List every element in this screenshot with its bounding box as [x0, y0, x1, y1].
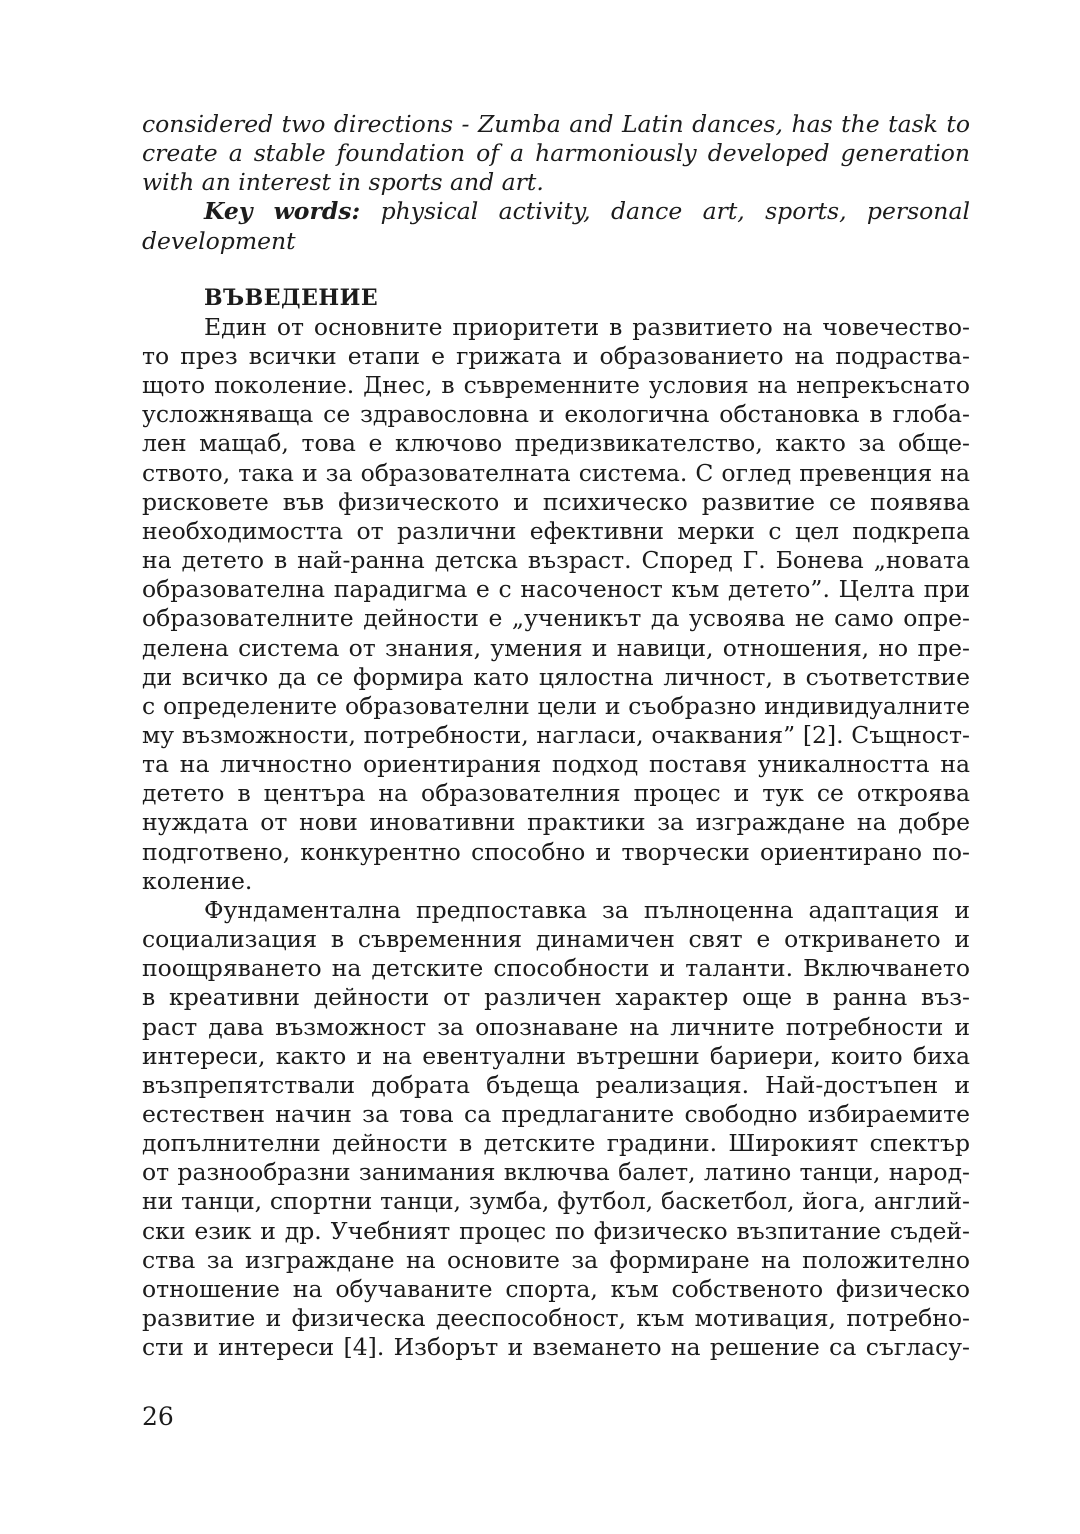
paragraph-line: от разнообразни занимания включва балет, латино танци, народ-: [142, 1158, 970, 1187]
paragraph-line: ди всичко да се формира като цялостна личност, в съответствие: [142, 662, 970, 691]
paragraph-line: коление.: [142, 866, 253, 895]
paragraph-line: интереси, както и на евентуални вътрешни бариери, които биха: [142, 1041, 970, 1070]
paragraph-line: поощряването на детските способности и таланти. Включването: [142, 954, 970, 983]
paragraph-line: Фундаментална предпоставка за пълноценна адаптация и: [204, 895, 970, 924]
paragraph-line: образователните дейности е „ученикът да усвоява не само опре-: [142, 604, 970, 633]
paragraph-line: ството, така и за образователната система. С оглед превенция на: [142, 458, 970, 487]
keywords-line-continued: development: [142, 226, 296, 255]
paragraph-line: социализация в съвременния динамичен свят е откриването и: [142, 925, 970, 954]
paragraph-line: ски език и др. Учебният процес по физическо възпитание съдей-: [142, 1216, 970, 1245]
page-body: [142, 110, 970, 1362]
paragraph-2: [142, 896, 970, 1363]
keywords-label: Key words:: [204, 197, 361, 226]
paragraph-line: естествен начин за това са предлаганите свободно избираемите: [142, 1100, 970, 1128]
paragraph-line: развитие и физическа дееспособност, към мотивация, потребно-: [142, 1304, 970, 1333]
abstract-line: considered two directions - Zumba and Latin dances, has the task to: [142, 110, 970, 138]
keywords-text: physical activity, dance art, sports, personal: [380, 197, 970, 226]
paragraph-line: делена система от знания, умения и навици, отношения, но пре-: [142, 633, 970, 662]
paragraph-line: сти и интереси [4]. Изборът и вземането на решение са съгласу-: [142, 1333, 970, 1362]
paragraph-line: лен мащаб, това е ключово предизвикателство, както за обще-: [142, 429, 970, 458]
paragraph-line: с определените образователни цели и съобразно индивидуалните: [142, 691, 970, 720]
paragraph-line: необходимостта от различни ефективни мерки с цел подкрепа: [142, 516, 970, 545]
paragraph-line: на детето в най-ранна детска възраст. Според Г. Бонева „новата: [142, 546, 970, 575]
paragraph-1: [142, 313, 970, 896]
paragraph-line: възпрепятствали добрата бъдеща реализация. Най-достъпен и: [142, 1070, 970, 1099]
section-heading: ВЪВЕДЕНИЕ: [204, 284, 379, 311]
abstract-line: create a stable foundation of a harmoniously developed generation: [142, 139, 970, 168]
paragraph-line: Един от основните приоритети в развитието на човечество-: [204, 312, 970, 341]
paragraph-line: нуждата от нови иновативни практики за изграждане на добре: [142, 808, 970, 837]
keywords-line: [142, 197, 970, 226]
paragraph-line: рисковете във физическото и психическо развитие се появява: [142, 487, 970, 516]
paragraph-line: детето в центъра на образователния процес и тук се откроява: [142, 779, 970, 808]
paragraph-line: допълнителни дейности в детските градини. Широкият спектър: [142, 1129, 970, 1158]
paragraph-line: щото поколение. Днес, в съвременните условия на непрекъснато: [142, 371, 970, 400]
paragraph-line: раст дава възможност за опознаване на личните потребности и: [142, 1012, 970, 1041]
paragraph-line: ни танци, спортни танци, зумба, футбол, баскетбол, йога, англий-: [142, 1187, 970, 1216]
paragraph-line: ства за изграждане на основите за формиране на положително: [142, 1245, 970, 1274]
page-number: 26: [142, 1402, 174, 1431]
paragraph-line: отношение на обучаваните спорта, към собственото физическо: [142, 1274, 970, 1303]
paragraph-line: усложняваща се здравословна и екологична обстановка в глоба-: [142, 400, 970, 429]
paragraph-line: образователна парадигма е с насоченост към детето”. Целта при: [142, 575, 970, 604]
paragraph-line: та на личностно ориентирания подход поставя уникалността на: [142, 750, 970, 779]
paragraph-line: в креативни дейности от различен характер още в ранна въз-: [142, 983, 970, 1012]
paragraph-line: му възможности, потребности, нагласи, очаквания” [2]. Същност-: [142, 720, 970, 749]
paragraph-line: подготвено, конкурентно способно и творчески ориентирано по-: [142, 837, 970, 866]
abstract-line: with an interest in sports and art.: [142, 168, 544, 197]
abstract-block: [142, 110, 970, 256]
paragraph-line: то през всички етапи е грижата и образованието на подраства-: [142, 341, 970, 370]
